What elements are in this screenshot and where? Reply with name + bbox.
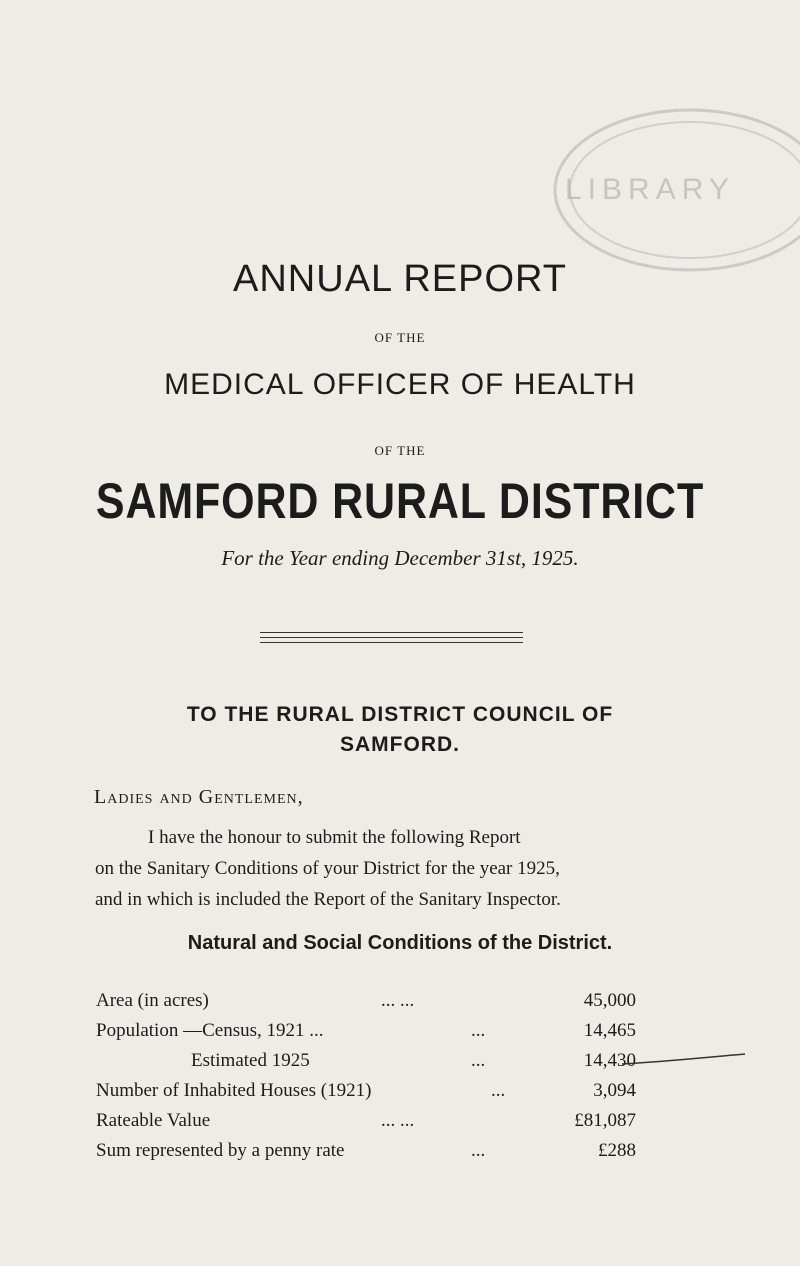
of-the-label-2: OF THE	[374, 443, 426, 458]
row-leader: ... ...	[381, 1110, 415, 1131]
table-row	[96, 1020, 736, 1050]
row-label: Number of Inhabited Houses (1921)	[96, 1080, 372, 1101]
table-row	[96, 1080, 736, 1110]
row-leader: ...	[491, 1080, 506, 1101]
paragraph-line: and in which is included the Report of the Sanitary Inspector.	[95, 889, 561, 910]
address-block	[0, 700, 800, 760]
row-label: Rateable Value	[96, 1110, 211, 1131]
of-the-label: OF THE	[374, 330, 426, 345]
paragraph-line: on the Sanitary Conditions of your District for the year 1925,	[95, 858, 560, 879]
salutation: Ladies and Gentlemen,	[94, 786, 304, 808]
intro-paragraph	[95, 822, 735, 915]
table-row	[96, 990, 736, 1020]
row-value: 14,465	[583, 1020, 636, 1041]
paragraph-line: I have the honour to submit the following Report	[148, 827, 521, 848]
row-value: 3,094	[593, 1080, 636, 1101]
row-leader: ... ...	[381, 990, 415, 1011]
divider-rule	[260, 642, 523, 643]
row-value: 45,000	[583, 990, 636, 1011]
report-title: ANNUAL REPORT	[233, 258, 567, 300]
row-label: Area (in acres)	[96, 990, 209, 1011]
row-label: Population —Census, 1921 ...	[96, 1020, 324, 1041]
pencil-mark	[620, 1050, 750, 1070]
report-year-line: For the Year ending December 31st, 1925.	[221, 546, 579, 570]
report-subtitle: MEDICAL OFFICER OF HEALTH	[164, 368, 636, 401]
row-leader: ...	[471, 1050, 486, 1071]
row-leader: ...	[471, 1140, 486, 1161]
row-value: 14,430	[583, 1050, 636, 1071]
row-value: £288	[598, 1140, 636, 1161]
address-line-2: SAMFORD.	[340, 733, 460, 756]
conditions-table	[96, 990, 736, 1170]
row-leader: ...	[471, 1020, 486, 1041]
table-row	[96, 1140, 736, 1170]
divider-rule	[260, 637, 523, 638]
row-value: £81,087	[574, 1110, 636, 1131]
row-label: Estimated 1925	[191, 1050, 310, 1071]
address-line-1: TO THE RURAL DISTRICT COUNCIL OF	[186, 703, 614, 726]
section-heading: Natural and Social Conditions of the District.	[187, 932, 613, 954]
row-label: Sum represented by a penny rate	[96, 1140, 345, 1161]
stamp-text: LIBRARY	[565, 173, 735, 206]
divider-rule	[260, 632, 523, 633]
district-name: SAMFORD RURAL DISTRICT	[95, 473, 705, 529]
table-row	[96, 1110, 736, 1140]
